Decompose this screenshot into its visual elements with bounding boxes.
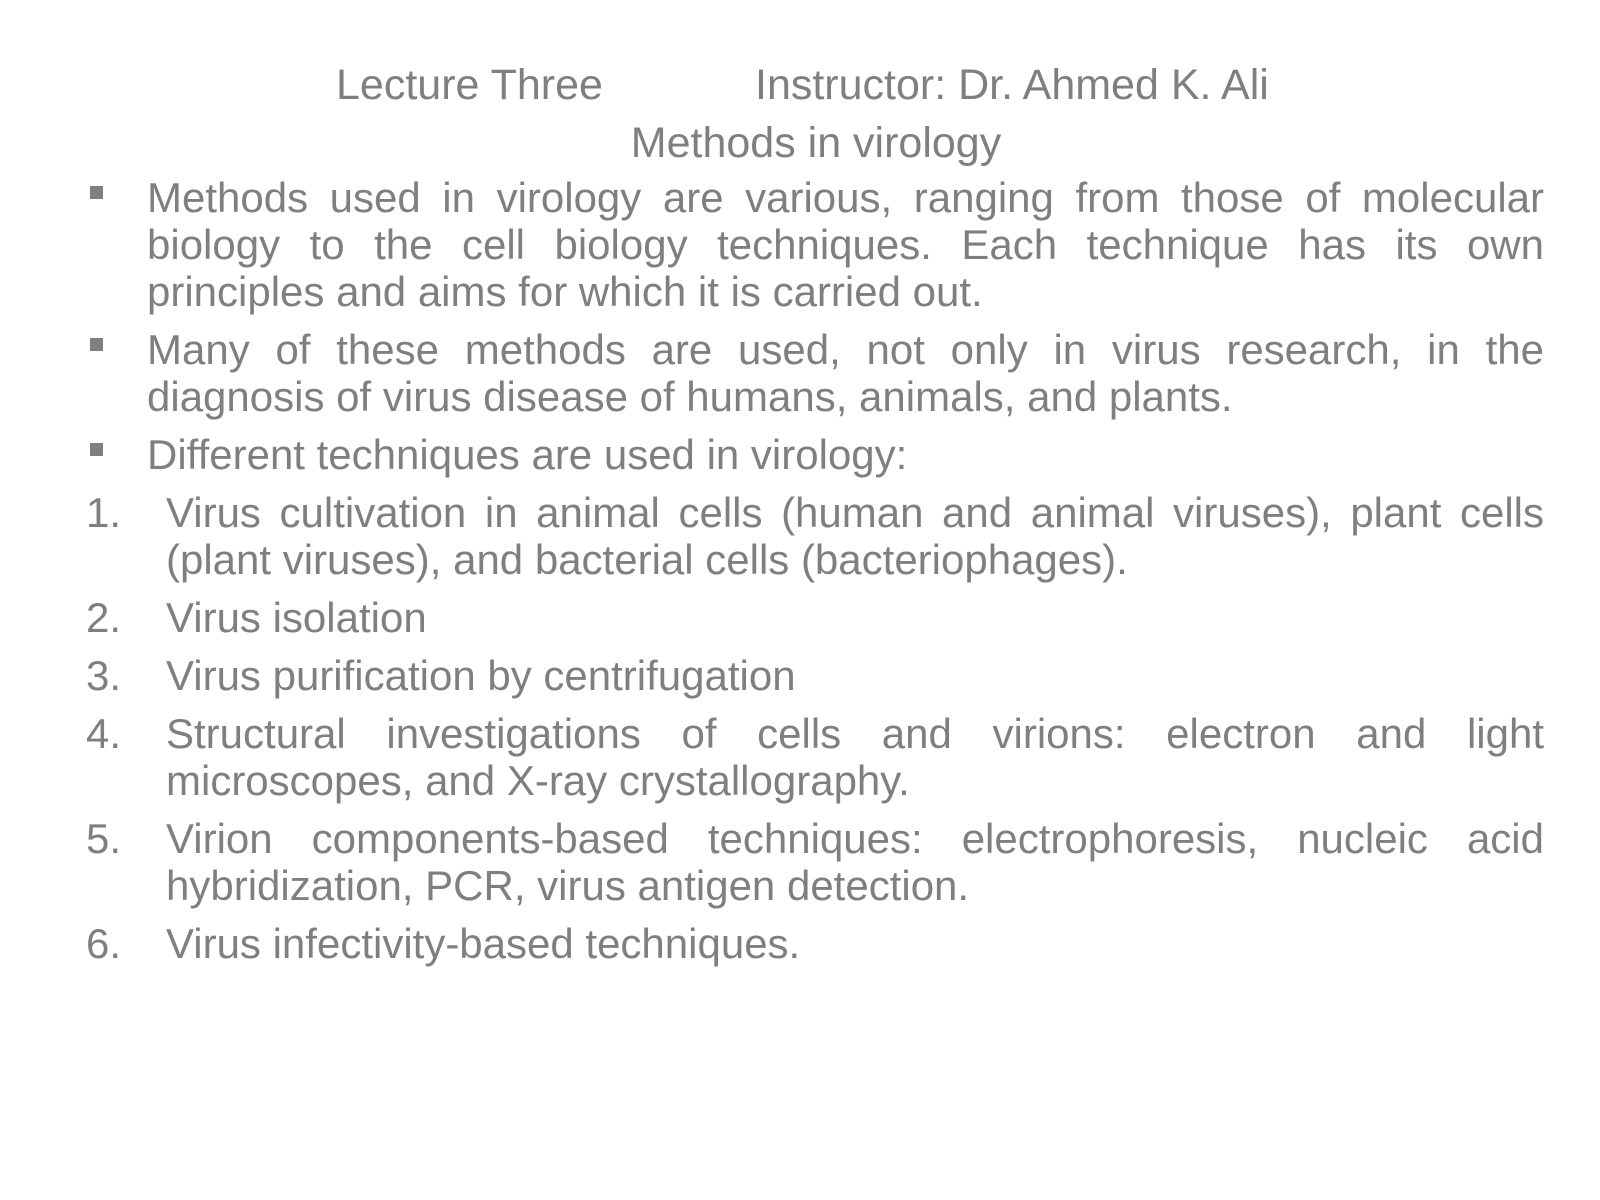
bullet-text: Different techniques are used in virology:: [147, 431, 908, 478]
bullet-item: [86, 326, 1544, 420]
item-text: Structural investigations of cells and virions: electron and light microscopes, and X-ray crystallography.: [166, 710, 1544, 804]
numbered-item: [86, 920, 1544, 967]
bullet-text: Methods used in virology are various, ranging from those of molecular biology to the cell biology techniques. Each technique has its own principles and aims for which it is carried out.: [147, 174, 1544, 315]
item-number: 3.: [86, 652, 122, 699]
numbered-item: [86, 815, 1544, 909]
numbered-item: [86, 652, 1544, 699]
item-number: 4.: [86, 710, 122, 757]
item-text: Virus purification by centrifugation: [166, 652, 796, 699]
item-number: 1.: [86, 489, 122, 536]
slide-content: [86, 174, 1544, 967]
item-text: Virion components-based techniques: electrophoresis, nucleic acid hybridization, PCR, virus antigen detection.: [166, 815, 1544, 909]
instructor-label: Instructor: Dr. Ahmed K. Ali: [755, 61, 1269, 109]
numbered-item: [86, 489, 1544, 583]
item-text: Virus cultivation in animal cells (human and animal viruses), plant cells (plant viruses), and bacterial cells (bacteriophages).: [166, 489, 1544, 583]
numbered-item: [86, 710, 1544, 804]
bullet-item: [86, 174, 1544, 315]
item-text: Virus infectivity-based techniques.: [166, 920, 801, 967]
item-number: 5.: [86, 815, 122, 862]
square-bullet-icon: [90, 186, 103, 199]
item-number: 6.: [86, 920, 122, 967]
square-bullet-icon: [90, 338, 103, 351]
item-text: Virus isolation: [166, 594, 427, 641]
square-bullet-icon: [90, 443, 103, 456]
item-number: 2.: [86, 594, 122, 641]
numbered-item: [86, 594, 1544, 641]
bullet-item: [86, 431, 1544, 478]
bullet-text: Many of these methods are used, not only in virus research, in the diagnosis of virus disease of humans, animals, and plants.: [147, 326, 1544, 420]
lecture-label: Lecture Three: [336, 61, 603, 109]
slide-header: [0, 58, 1600, 112]
slide-title: Methods in virology: [630, 119, 1002, 167]
